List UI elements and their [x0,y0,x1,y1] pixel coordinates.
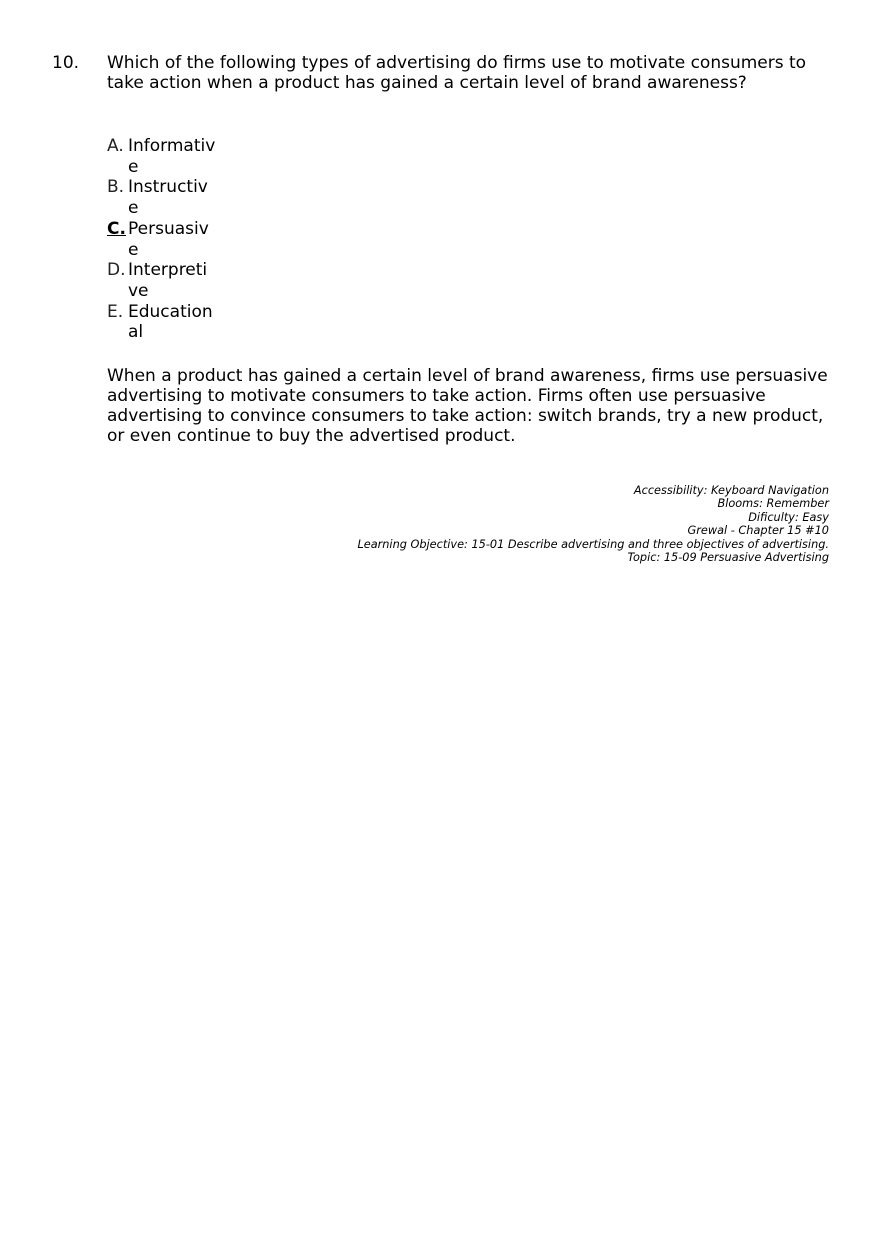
meta-topic: Topic: 15-09 Persuasive Advertising [627,551,829,565]
answer-options [107,136,216,343]
option-text: Educational [128,301,213,343]
meta-accessibility: Accessibility: Keyboard Navigation [633,484,829,497]
option-d [107,260,216,301]
option-c-correct [107,219,216,260]
meta-learning-objective: Learning Objective: 15-01 Describe advertising and three objectives of advertising. [357,537,829,551]
option-b [107,177,216,218]
option-text: Persuasive [128,218,209,260]
option-letter: A. [107,136,124,156]
meta-blooms: Blooms: Remember [717,497,829,511]
question-text: Which of the following types of advertising do firms use to motivate consumers to take action when a product has gained a certain level of brand awareness? [107,53,807,93]
meta-source: Grewal - Chapter 15 #10 [687,524,829,538]
question-number: 10. [52,53,80,73]
option-text: Instructive [128,177,208,219]
option-letter: E. [107,301,124,322]
correct-answer-letter: C. [107,218,126,239]
option-text: Informative [128,136,216,177]
option-letter: B. [107,177,125,198]
answer-explanation: When a product has gained a certain level of brand awareness, firms use persuasive advertising to motivate consumers to take action. Firms often use persuasive advertising to convince consumers to take action: switch brands, try a new product, or even continue to buy the advertised product. [107,366,828,446]
question-metadata [357,484,829,564]
option-text: Interpretive [128,260,208,301]
option-e [107,302,216,343]
meta-difficulty: Dificulty: Easy [748,510,829,524]
option-letter: D. [107,260,126,281]
option-a [107,136,216,177]
